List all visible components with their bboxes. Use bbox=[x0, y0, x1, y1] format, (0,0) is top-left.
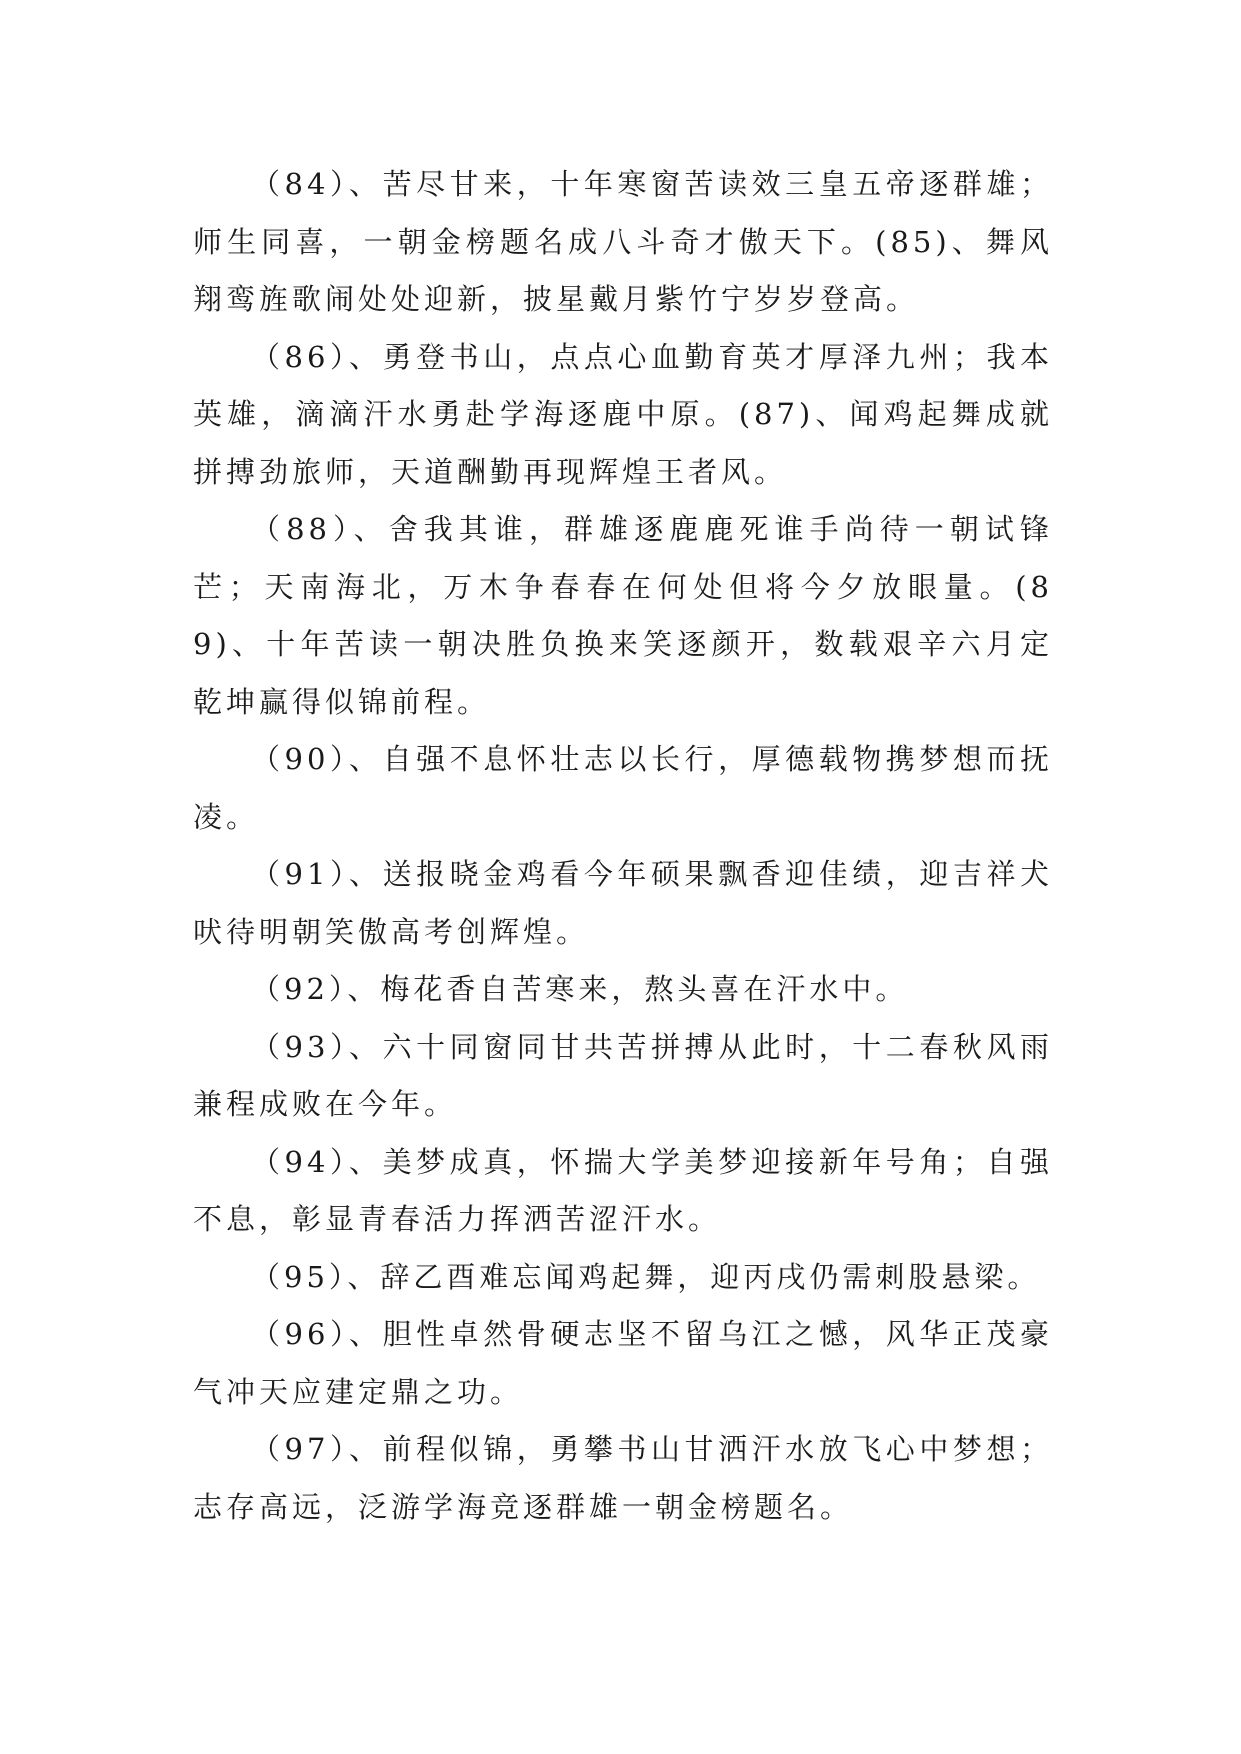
paragraph-86: （86）、勇登书山，点点心血勤育英才厚泽九州；我本英雄，滴滴汗水勇赴学海逐鹿中原。(87)、闻鸡起舞成就拼搏劲旅师，天道酬勤再现辉煌王者风。 bbox=[193, 339, 1053, 489]
paragraph-91: （91）、送报晓金鸡看今年硕果飘香迎佳绩，迎吉祥犬吠待明朝笑傲高考创辉煌。 bbox=[193, 857, 1053, 949]
paragraph-96: （96）、胆性卓然骨硬志坚不留乌江之憾，风华正茂豪气冲天应建定鼎之功。 bbox=[193, 1317, 1053, 1409]
paragraph-95: （95）、辞乙酉难忘闻鸡起舞，迎丙戌仍需刺股悬梁。 bbox=[251, 1259, 1041, 1294]
paragraph-92: （92）、梅花香自苦寒来，熬头喜在汗水中。 bbox=[251, 972, 909, 1006]
paragraph-84: （84）、苦尽甘来，十年寒窗苦读效三皇五帝逐群雄；师生同喜，一朝金榜题名成八斗奇才傲天下。(85)、舞风翔鸾旌歌闹处处迎新，披星戴月紫竹宁岁岁登高。 bbox=[193, 167, 1053, 316]
paragraph-88: （88）、舍我其谁，群雄逐鹿鹿死谁手尚待一朝试锋芒；天南海北，万木争春春在何处但将今夕放眼量。(89)、十年苦读一朝决胜负换来笑逐颜开，数载艰辛六月定乾坤赢得似锦前程。 bbox=[193, 512, 1053, 719]
paragraph-97: （97）、前程似锦，勇攀书山甘洒汗水放飞心中梦想；志存高远，泛游学海竞逐群雄一朝金榜题名。 bbox=[193, 1432, 1053, 1524]
paragraph-94: （94）、美梦成真，怀揣大学美梦迎接新年号角；自强不息，彰显青春活力挥洒苦涩汗水。 bbox=[193, 1144, 1053, 1236]
paragraph-90: （90）、自强不息怀壮志以长行，厚德载物携梦想而抚凌。 bbox=[193, 742, 1053, 834]
paragraph-93: （93）、六十同窗同甘共苦拼搏从此时，十二春秋风雨兼程成败在今年。 bbox=[193, 1029, 1053, 1121]
document-body bbox=[193, 156, 1053, 1536]
